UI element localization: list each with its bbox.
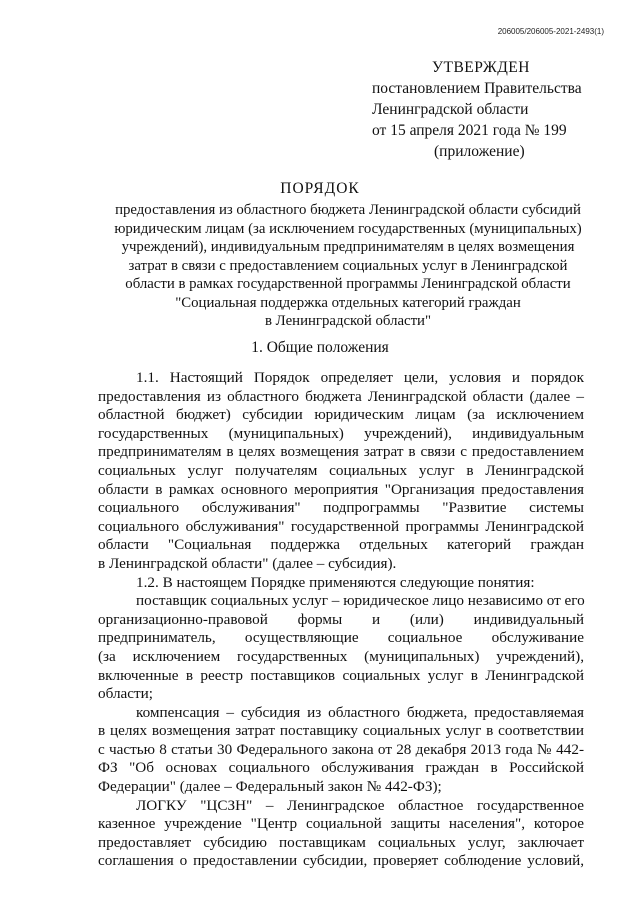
subtitle-line: области в рамках государственной программы Ленинградской области	[125, 276, 571, 292]
text-line: ФЗ "Об основах социального обслуживания граждан в Российской	[98, 759, 584, 777]
text-line: Федерации" (далее – Федеральный закон № 442-ФЗ);	[98, 778, 442, 796]
approval-block	[372, 57, 582, 162]
text-line: предоставления из областного бюджета Ленинградской области (далее –	[98, 387, 584, 405]
text-line: социального обслуживания" подпрограммы "Развитие системы	[98, 499, 584, 517]
approval-line: постановлением Правительства	[372, 80, 582, 97]
text-line: включенные в реестр поставщиков социальных услуг в Ленинградской	[98, 666, 584, 684]
section-title: 1. Общие положения	[251, 339, 389, 356]
text-line: 1.1. Настоящий Порядок определяет цели, условия и порядок	[136, 369, 584, 386]
subtitle-line: "Социальная поддержка отдельных категорий граждан	[175, 294, 521, 311]
text-line: в Ленинградской области" (далее – субсидия).	[98, 554, 397, 572]
text-line: предоставляет субсидию поставщикам социальных услуг, заключает	[98, 833, 584, 851]
text-line: поставщик социальных услуг – юридическое лицо независимо от его	[136, 592, 585, 610]
subtitle-line: учреждений), индивидуальным предпринимателям в целях возмещения	[121, 239, 575, 255]
document-code: 206005/206005-2021-2493(1)	[497, 27, 604, 36]
text-line: казенное учреждение "Центр социальной защиты населения", которое	[98, 815, 584, 833]
text-line: компенсация – субсидия из областного бюджета, предоставляемая	[136, 703, 584, 721]
subtitle-line: предоставления из областного бюджета Ленинградской области субсидий	[115, 202, 581, 218]
subtitle-line: юридическим лицам (за исключением государственных (муниципальных)	[114, 220, 582, 237]
text-line: государственных (муниципальных) учреждений), индивидуальным	[98, 424, 584, 442]
subtitle-line: в Ленинградской области"	[264, 313, 432, 329]
text-line: области в рамках основного мероприятия "Организация предоставления	[98, 480, 584, 498]
document-subtitle	[98, 201, 598, 331]
approval-line: от 15 апреля 2021 года № 199	[372, 122, 567, 139]
text-line: областной бюджет) субсидии юридическим лицам (за исключением	[98, 406, 584, 424]
text-line: области "Социальная поддержка отдельных категорий граждан	[98, 536, 584, 554]
text-line: (за исключением государственных (муниципальных) учреждений),	[98, 647, 584, 665]
document-body	[98, 369, 584, 871]
approval-title: УТВЕРЖДЕН	[432, 59, 530, 76]
text-line: социального обслуживания" государственной программы Ленинградской	[98, 517, 584, 535]
subtitle-line: затрат в связи с предоставлением социальных услуг в Ленинградской	[128, 257, 568, 274]
text-line: в целях возмещения затрат поставщику социальных услуг в соответствии	[98, 722, 584, 740]
text-line: предприниматель, осуществляющие социальное обслуживание	[98, 629, 584, 647]
text-line: 1.2. В настоящем Порядке применяются следующие понятия:	[136, 573, 535, 591]
text-line: с частью 8 статьи 30 Федерального закона от 28 декабря 2013 года № 442-	[98, 740, 584, 758]
text-line: организационно-правовой формы и (или) индивидуальный	[98, 610, 584, 628]
text-line: предпринимателям в целях возмещения затрат в связи с предоставлением	[98, 443, 584, 461]
approval-appendix: (приложение)	[434, 143, 525, 160]
document-title: ПОРЯДОК	[280, 180, 360, 197]
text-line: социальных услуг получателям социальных услуг в Ленинградской	[98, 461, 584, 479]
text-line: ЛОГКУ "ЦСЗН" – Ленинградское областное государственное	[136, 796, 584, 814]
text-line: соглашения о предоставлении субсидии, проверяет соблюдение условий,	[98, 852, 584, 870]
approval-line: Ленинградской области	[372, 101, 529, 118]
text-line: области;	[98, 685, 153, 703]
